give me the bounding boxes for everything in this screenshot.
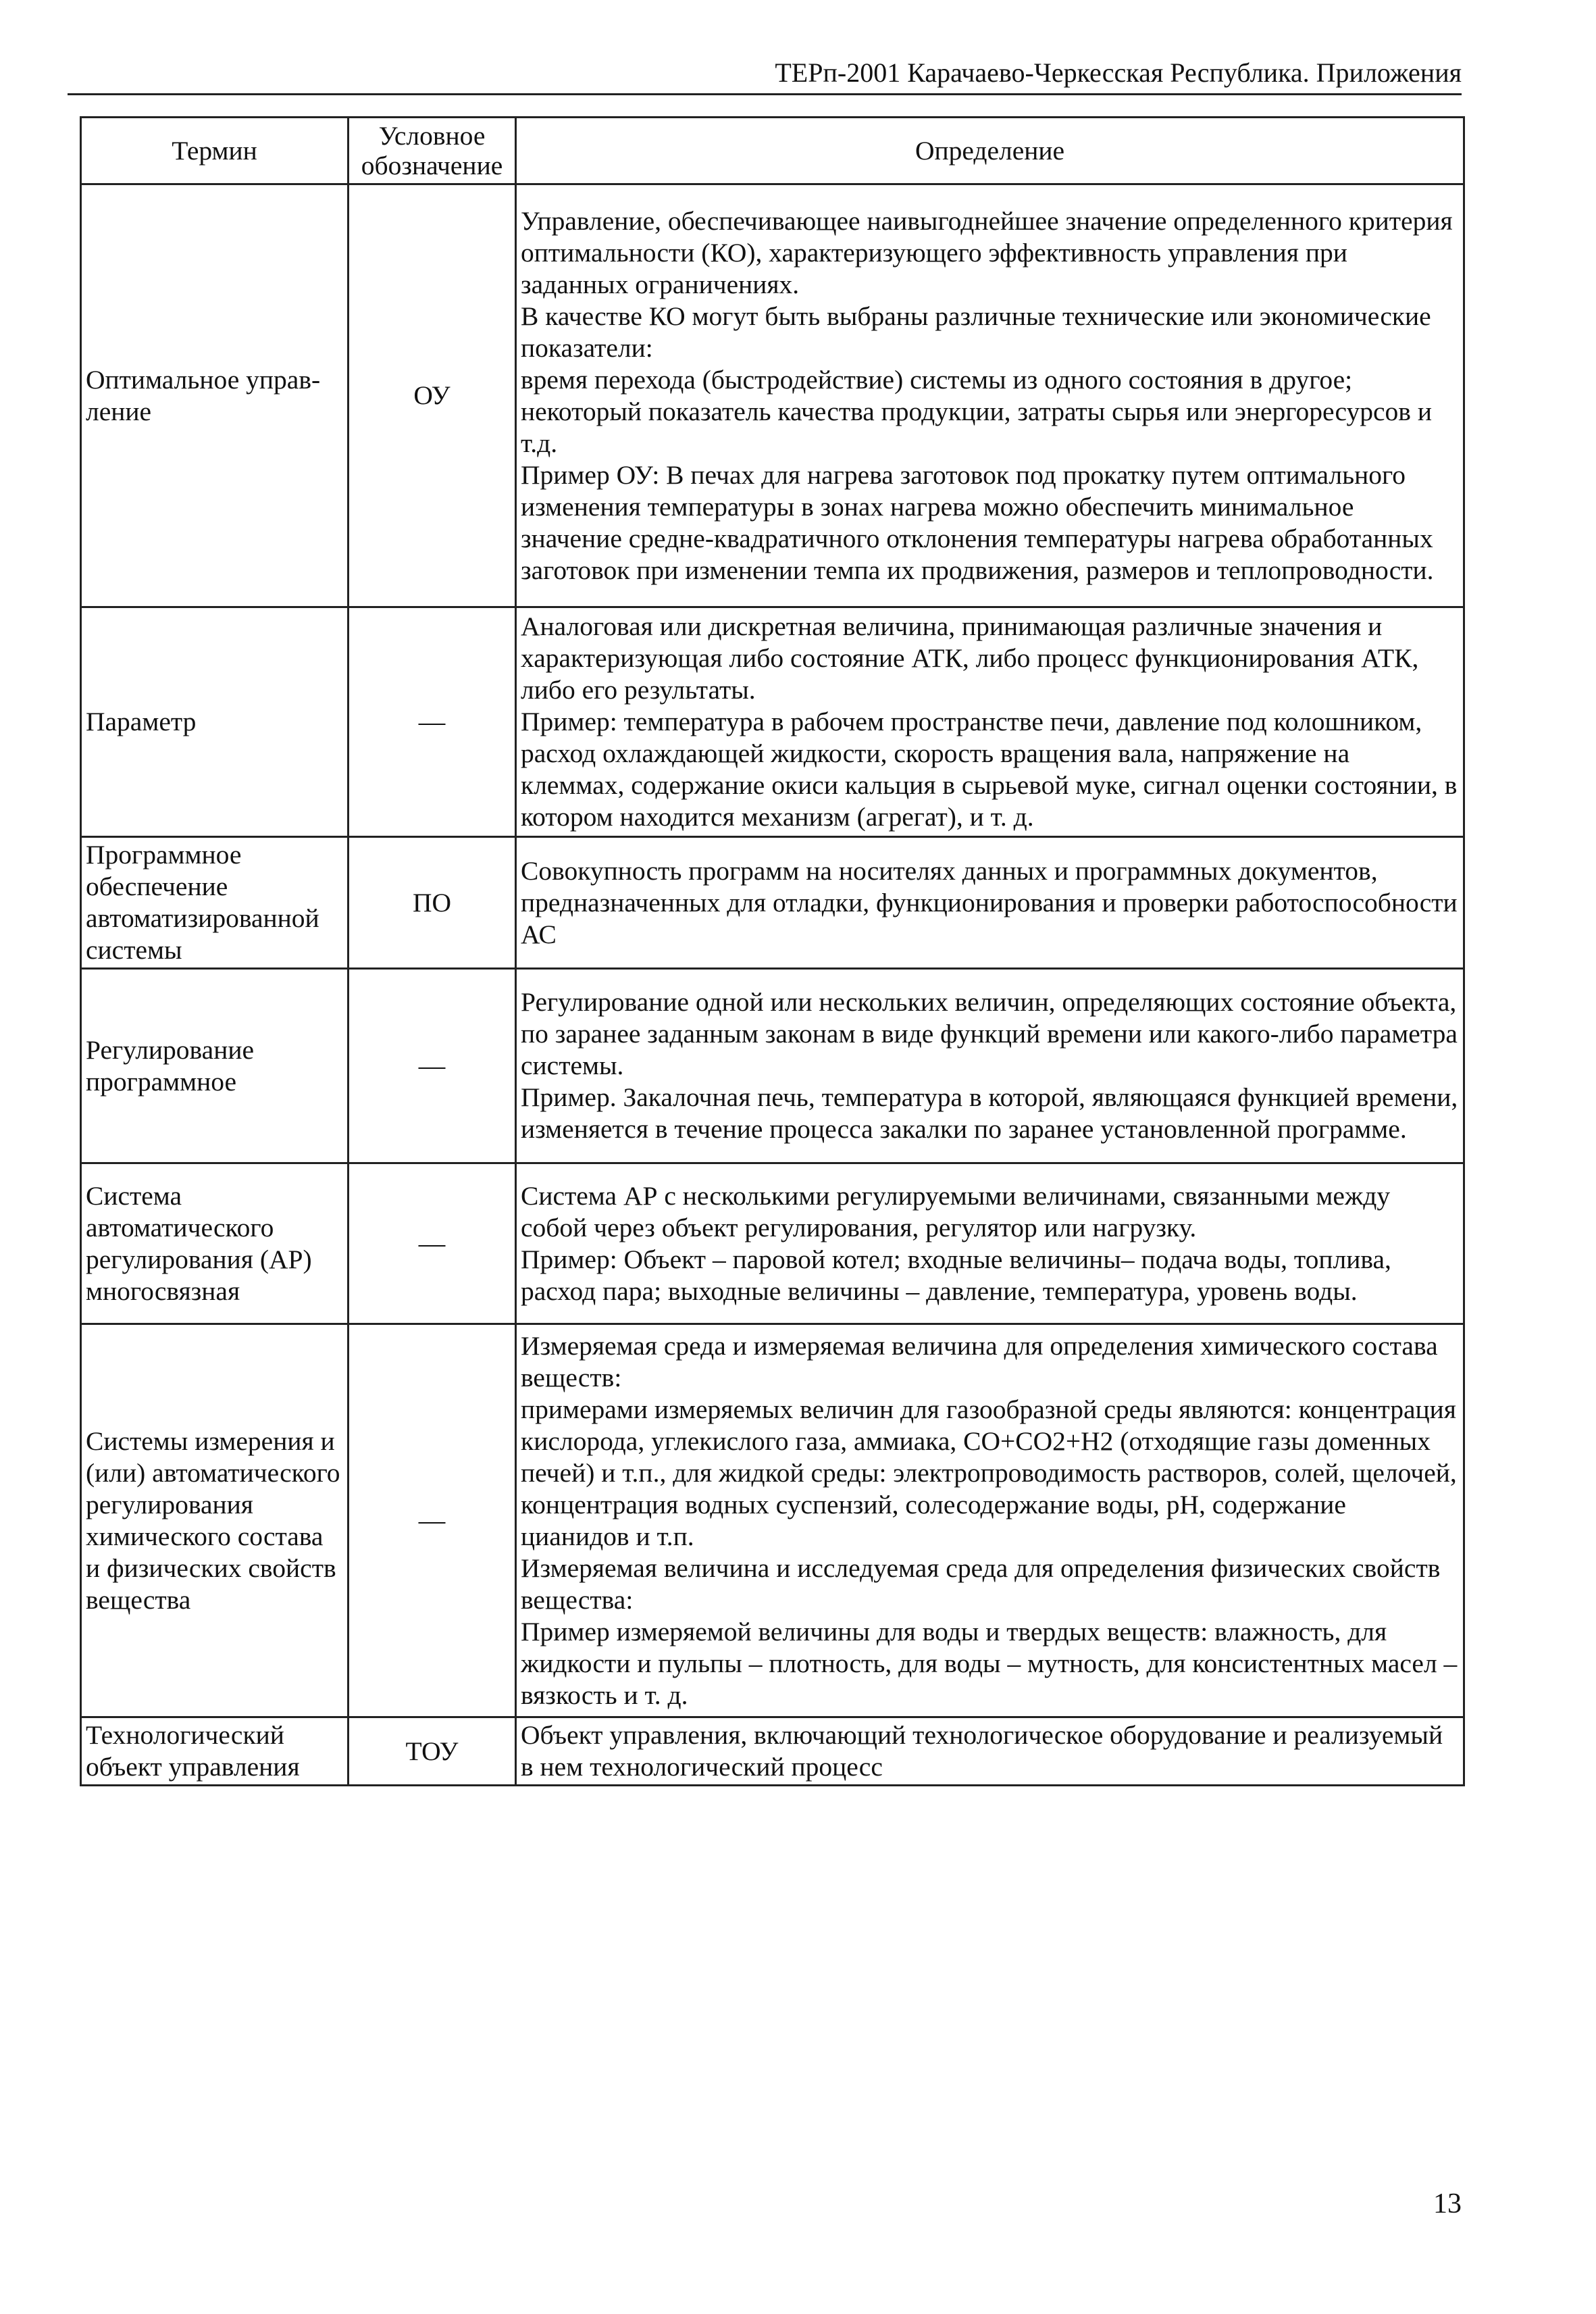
definition-paragraph: В качестве КО могут быть выбраны различные технические или экономические показатели:: [521, 301, 1431, 363]
definition-cell: [516, 969, 1464, 1163]
definition-cell: [516, 1717, 1464, 1786]
term-cell: Параметр: [81, 607, 349, 837]
term-cell: Системы измерения и (или) автоматического регулирования химического состава и физических свойств вещества: [81, 1324, 349, 1717]
definition-paragraph: Объект управления, включающий технологическое оборудование и реализуемый в нем технологический процесс: [521, 1720, 1443, 1782]
term-cell: Оптимальное управ-ление: [81, 184, 349, 607]
definition-paragraph: Пример ОУ: В печах для нагрева заготовок под прокатку путем оптимального изменения температуры в зонах нагрева можно обеспечить минимальное значение средне-квадратичного отклонения температуры нагрева обработанных заготовок при изменении темпа их продвижения, размеров и теплопроводности.: [521, 459, 1434, 585]
definition-paragraph: Измеряемая величина и исследуемая среда для определения физических свойств вещества:: [521, 1553, 1441, 1615]
definition-paragraph: Совокупность программ на носителях данных и программных документов, предназначенных для отладки, функционирования и проверки работоспособности АС: [521, 855, 1458, 949]
definition-cell: [516, 1324, 1464, 1717]
definition-cell: [516, 837, 1464, 969]
terms-table: [80, 116, 1465, 1786]
page-number: 13: [1433, 2188, 1462, 2219]
definition-cell: [516, 184, 1464, 607]
definition-paragraph: время перехода (быстродействие) системы из одного состояния в другое; некоторый показатель качества продукции, затраты сырья или энергоресурсов и т.д.: [521, 364, 1432, 458]
table-row: [81, 1717, 1464, 1786]
abbreviation-cell: —: [349, 607, 516, 837]
abbreviation-cell: ПО: [349, 837, 516, 969]
table-row: [81, 837, 1464, 969]
column-header-term: Термин: [81, 118, 349, 184]
table-row: [81, 969, 1464, 1163]
abbreviation-cell: —: [349, 1324, 516, 1717]
table-header-row: [81, 118, 1464, 184]
table-row: [81, 1163, 1464, 1324]
column-header-definition: Определение: [516, 118, 1464, 184]
definition-cell: [516, 1163, 1464, 1324]
table-row: [81, 1324, 1464, 1717]
running-header: ТЕРп-2001 Карачаево-Черкесская Республика. Приложения: [68, 57, 1462, 95]
term-cell: Технологический объект управления: [81, 1717, 349, 1786]
definition-paragraph: Пример. Закалочная печь, температура в которой, являющаяся функцией времени, изменяется в течение процесса закалки по заранее установленной программе.: [521, 1082, 1458, 1144]
abbreviation-cell: —: [349, 969, 516, 1163]
definition-paragraph: Система АР с несколькими регулируемыми величинами, связанными между собой через объект регулирования, регулятор или нагрузку.: [521, 1180, 1391, 1242]
term-cell: Программное обеспечение автоматизированной системы: [81, 837, 349, 969]
definition-paragraph: Регулирование одной или нескольких величин, определяющих состояние объекта, по заранее заданным законам в виде функций времени или какого-либо параметра системы.: [521, 987, 1458, 1080]
term-cell: Регулирование программное: [81, 969, 349, 1163]
definition-paragraph: Измеряемая среда и измеряемая величина для определения химического состава веществ:: [521, 1330, 1438, 1392]
table-row: [81, 607, 1464, 837]
definition-paragraph: примерами измеряемых величин для газообразной среды являются: концентрация кислорода, углекислого газа, аммиака, CO+CO2+H2 (отходящие газы доменных печей) и т.п., для жидкой среды: электропроводимость растворов, солей, щелочей, концентрация водных суспензий, солесодержание воды, pH, содержание цианидов и т.п.: [521, 1394, 1457, 1551]
definition-paragraph: Управление, обеспечивающее наивыгоднейшее значение определенного критерия оптимальности (КО), характеризующего эффективность управления при заданных ограничениях.: [521, 205, 1453, 299]
abbreviation-cell: ОУ: [349, 184, 516, 607]
column-header-abbreviation: Условное обозначение: [349, 118, 516, 184]
definition-cell: [516, 607, 1464, 837]
abbreviation-cell: ТОУ: [349, 1717, 516, 1786]
definition-paragraph: Аналоговая или дискретная величина, принимающая различные значения и характеризующая либо состояние АТК, либо процесс функционирования АТК, либо его результаты.: [521, 611, 1419, 705]
definition-paragraph: Пример измеряемой величины для воды и твердых веществ: влажность, для жидкости и пульпы – плотность, для воды – мутность, для консистентных масел – вязкость и т. д.: [521, 1616, 1458, 1710]
definition-paragraph: Пример: температура в рабочем пространстве печи, давление под колошником, расход охлаждающей жидкости, скорость вращения вала, напряжение на клеммах, содержание окиси кальция в сырьевой муке, сигнал оценки состоянии, в котором находится механизм (агрегат), и т. д.: [521, 707, 1458, 832]
abbreviation-cell: —: [349, 1163, 516, 1324]
table-row: [81, 184, 1464, 607]
term-cell: Система автоматического регулирования (АР) многосвязная: [81, 1163, 349, 1324]
definition-paragraph: Пример: Объект – паровой котел; входные величины– подача воды, топлива, расход пара; выходные величины – давление, температура, уровень воды.: [521, 1244, 1391, 1306]
